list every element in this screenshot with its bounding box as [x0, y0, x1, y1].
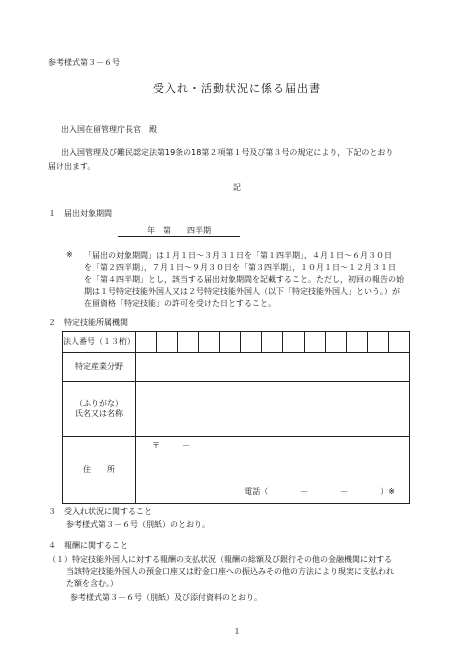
remuneration-line: た額を含む。）	[66, 579, 118, 588]
page-number: １	[233, 627, 241, 636]
organization-table	[62, 331, 410, 504]
name-input[interactable]	[136, 382, 410, 437]
corporate-number-digit-box[interactable]	[388, 332, 409, 353]
address-label: 住 所	[63, 437, 136, 504]
intro-line-2: 届け出ます。	[48, 162, 96, 171]
corporate-number-label: 法人番号（１３桁）	[63, 332, 136, 353]
industry-field-input[interactable]	[136, 353, 410, 382]
furigana-label: （ふりがな）	[75, 399, 123, 409]
corporate-number-digit-box[interactable]	[367, 332, 388, 353]
name-label: 氏名又は名称	[75, 409, 123, 418]
note-mark: ※	[66, 250, 73, 259]
postal-dash: －	[182, 441, 190, 450]
period-note-line: 在留資格「特定技能」の許可を受けた日とすること。	[84, 299, 276, 308]
corporate-number-digit-box[interactable]	[262, 332, 283, 353]
document-title: 受入れ・活動状況に係る届出書	[153, 82, 321, 95]
corporate-number-digit-box[interactable]	[304, 332, 325, 353]
period-note-line: 期は１号特定技能外国人又は２号特定技能外国人（以下「特定技能外国人」という。）が	[84, 287, 400, 296]
ki-heading: 記	[233, 183, 241, 192]
section-1-heading: １ 届出対象期間	[48, 209, 112, 218]
corporate-number-digit-box[interactable]	[199, 332, 220, 353]
form-reference: 参考様式第３－６号	[48, 58, 120, 67]
section-3-heading: ３ 受入れ状況に関すること	[48, 507, 152, 516]
corporate-number-digit-box[interactable]	[346, 332, 367, 353]
period-note-line: を「第２四半期」，７月１日～９月３０日を「第３四半期」，１０月１日～１２月３１日	[84, 263, 396, 272]
phone-field[interactable]: 電話（ － － ）※	[244, 487, 395, 497]
corporate-number-digit-box[interactable]	[241, 332, 262, 353]
remuneration-reference: 参考様式第３－６号（別紙）及び添付資料のとおり。	[70, 593, 262, 602]
intro-line-1: 出入国管理及び難民認定法第19条の18第２項第１号及び第３号の規定により，下記のとおり	[61, 148, 394, 157]
period-note-line: 「届出の対象期間」は１月１日～３月３１日を「第１四半期」，４月１日～６月３０日	[84, 251, 392, 260]
corporate-number-digit-box[interactable]	[157, 332, 178, 353]
period-note	[84, 250, 404, 310]
address-input[interactable]	[136, 437, 410, 504]
section-2-heading: ２ 特定技能所属機関	[48, 318, 128, 327]
corporate-number-digit-box[interactable]	[220, 332, 241, 353]
period-note-line: を「第４四半期」とし，該当する届出対象期間を記載すること。ただし，初回の報告の始	[84, 275, 404, 284]
remuneration-line: 当該特定技能外国人の預金口座又は貯金口座への振込みその他の方法により現実に支払われ	[66, 567, 394, 576]
name-label-cell	[63, 382, 136, 437]
corporate-number-digit-box[interactable]	[325, 332, 346, 353]
reporting-period-field: 年 第 四半期	[118, 226, 240, 237]
addressee: 出入国在留管理庁長官 殿	[61, 125, 157, 134]
corporate-number-digit-box[interactable]	[178, 332, 199, 353]
remuneration-line: （１）特定技能外国人に対する報酬の支払状況（報酬の総額及び銀行その他の金融機関に対する	[48, 555, 392, 564]
corporate-number-digit-box[interactable]	[136, 332, 157, 353]
section-3-body: 参考様式第３－６号（別紙）のとおり。	[66, 520, 210, 529]
corporate-number-digit-box[interactable]	[283, 332, 304, 353]
industry-field-label: 特定産業分野	[63, 353, 136, 382]
remuneration-text	[48, 554, 394, 590]
postal-mark: 〒	[152, 441, 160, 450]
section-4-heading: ４ 報酬に関すること	[48, 541, 128, 550]
